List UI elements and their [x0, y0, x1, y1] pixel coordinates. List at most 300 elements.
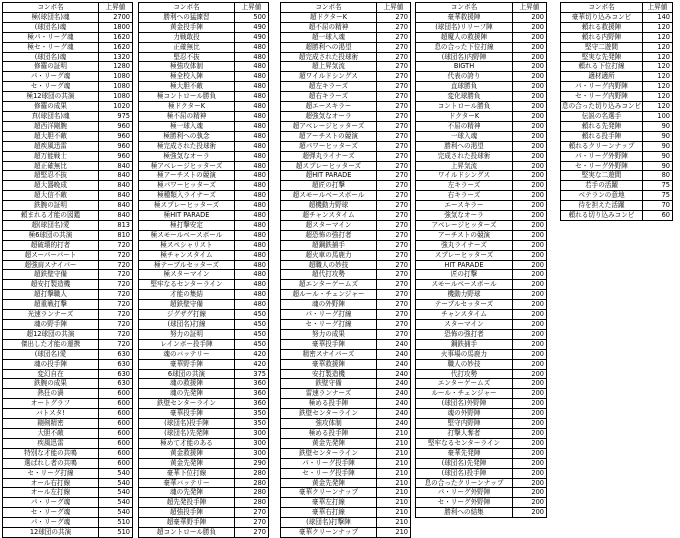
table-row — [139, 240, 269, 250]
boost-value-cell: 270 — [377, 171, 411, 181]
boost-value-cell: 840 — [99, 201, 133, 211]
table-row — [3, 161, 133, 171]
boost-value-cell: 480 — [235, 280, 269, 290]
boost-value-cell: 270 — [377, 201, 411, 211]
boost-value-cell: 200 — [513, 211, 547, 221]
table-row — [281, 260, 411, 270]
boost-value-cell: 300 — [235, 448, 269, 458]
table-row — [416, 409, 547, 419]
table-row — [416, 399, 547, 409]
combo-name-cell: バトスタ! — [3, 409, 99, 419]
boost-value-cell: 960 — [99, 141, 133, 151]
combo-name-cell: 豪華右打線 — [281, 508, 377, 518]
table-row — [139, 72, 269, 82]
table-row — [416, 250, 547, 260]
boost-value-cell: 270 — [235, 518, 269, 528]
table-row — [281, 12, 411, 22]
table-row — [139, 399, 269, 409]
boost-value-cell: 200 — [513, 508, 547, 518]
boost-value-cell: 210 — [377, 488, 411, 498]
boost-value-cell: 450 — [235, 339, 269, 349]
table-row — [3, 428, 133, 438]
table-row — [561, 22, 673, 32]
combo-name-cell: 超右キラーズ — [281, 92, 377, 102]
combo-name-cell: 超大器晩成 — [3, 181, 99, 191]
boost-value-cell: 200 — [513, 438, 547, 448]
boost-value-cell: 210 — [377, 498, 411, 508]
boost-value-cell: 720 — [99, 320, 133, 330]
combo-name-cell: 修羅の証明 — [3, 62, 99, 72]
boost-value-cell: 480 — [235, 82, 269, 92]
boost-value-cell: 300 — [235, 438, 269, 448]
boost-value-cell: 360 — [235, 379, 269, 389]
combo-name-cell: 代打攻勢 — [416, 369, 513, 379]
boost-value-cell: 630 — [99, 379, 133, 389]
column-header-value: 上昇値 — [377, 3, 411, 13]
table-row — [281, 310, 411, 320]
table-row — [561, 191, 673, 201]
boost-value-cell: 120 — [643, 102, 673, 112]
table-row — [139, 42, 269, 52]
table-row — [3, 339, 133, 349]
combo-name-cell: エースキラー — [416, 201, 513, 211]
table-row — [139, 488, 269, 498]
table-row — [3, 131, 133, 141]
table-header-row — [281, 3, 411, 13]
boost-value-cell: 200 — [513, 419, 547, 429]
combo-name-cell: 黄金先発陣 — [281, 478, 377, 488]
boost-value-cell: 270 — [377, 240, 411, 250]
boost-value-cell: 240 — [377, 369, 411, 379]
boost-value-cell: 270 — [377, 32, 411, 42]
combo-name-cell: 極スプレーヒッターズ — [139, 201, 235, 211]
table-header-row — [3, 3, 133, 13]
table-row — [3, 171, 133, 181]
table-row — [416, 201, 547, 211]
table-row — [3, 290, 133, 300]
table-row — [561, 111, 673, 121]
combo-name-cell: 極不屈の精神 — [139, 111, 235, 121]
boost-value-cell: 480 — [235, 171, 269, 181]
table-row — [416, 42, 547, 52]
boost-value-cell: 90 — [643, 151, 673, 161]
combo-name-cell: 魂の外野陣 — [416, 409, 513, 419]
combo-name-cell: ワイルドシングス — [416, 171, 513, 181]
table-row — [561, 62, 673, 72]
combo-table-1 — [2, 2, 133, 538]
boost-value-cell: 270 — [377, 211, 411, 221]
boost-value-cell: 420 — [235, 349, 269, 359]
table-row — [281, 32, 411, 42]
table-row — [3, 270, 133, 280]
combo-name-cell: 努力の証明 — [139, 329, 235, 339]
boost-value-cell: 480 — [235, 201, 269, 211]
boost-value-cell: 200 — [513, 230, 547, 240]
table-row — [139, 111, 269, 121]
boost-value-cell: 720 — [99, 290, 133, 300]
combo-name-cell: 選ばれし者の共鳴 — [3, 458, 99, 468]
combo-name-cell: 超大信不敵 — [3, 191, 99, 201]
combo-name-cell: 超機動力野球 — [281, 201, 377, 211]
table-row — [561, 52, 673, 62]
boost-value-cell: 810 — [99, 230, 133, 240]
combo-name-cell: パ・リーグ投手陣 — [281, 458, 377, 468]
table-row — [561, 72, 673, 82]
boost-value-cell: 200 — [513, 488, 547, 498]
table-row — [416, 498, 547, 508]
combo-name-cell: 光速ランナーズ — [3, 310, 99, 320]
combo-name-cell: 超破壊的打者 — [3, 240, 99, 250]
boost-value-cell: 200 — [513, 260, 547, 270]
combo-name-cell: 上昇気流 — [416, 161, 513, 171]
table-row — [416, 72, 547, 82]
combo-name-cell: 一球入魂 — [416, 131, 513, 141]
table-row — [3, 280, 133, 290]
boost-value-cell: 480 — [235, 52, 269, 62]
table-row — [416, 300, 547, 310]
boost-value-cell: 90 — [643, 161, 673, 171]
boost-value-cell: 720 — [99, 339, 133, 349]
boost-value-cell: 200 — [513, 161, 547, 171]
table-body — [561, 12, 673, 220]
table-row — [139, 448, 269, 458]
combo-name-cell: オール左打線 — [3, 488, 99, 498]
combo-name-cell: 超アーチストの競演 — [281, 131, 377, 141]
combo-name-cell: 極12球団の共演 — [3, 92, 99, 102]
combo-name-cell: 超打撃職人 — [3, 290, 99, 300]
table-header-row — [416, 3, 547, 13]
table-row — [281, 82, 411, 92]
boost-value-cell: 720 — [99, 240, 133, 250]
table-row — [281, 389, 411, 399]
combo-name-cell: (球団名)魂 — [3, 22, 99, 32]
boost-value-cell: 200 — [513, 478, 547, 488]
combo-table-3 — [280, 2, 411, 538]
combo-name-cell: 匠の打撃 — [416, 270, 513, 280]
table-row — [139, 478, 269, 488]
boost-value-cell: 200 — [513, 270, 547, 280]
combo-name-cell: 超(球団名)愛 — [3, 220, 99, 230]
combo-name-cell: 鉄壁センターライン — [139, 399, 235, 409]
boost-value-cell: 200 — [513, 290, 547, 300]
combo-name-cell: セ・リーグ打線 — [3, 468, 99, 478]
table-row — [139, 141, 269, 151]
table-row — [561, 201, 673, 211]
boost-value-cell: 600 — [99, 419, 133, 429]
table-row — [139, 32, 269, 42]
combo-name-cell: アベレージヒッターズ — [416, 220, 513, 230]
boost-value-cell: 200 — [513, 42, 547, 52]
boost-value-cell: 200 — [513, 498, 547, 508]
boost-value-cell: 600 — [99, 428, 133, 438]
combo-name-cell: スモールベースボール — [416, 280, 513, 290]
table-row — [416, 52, 547, 62]
table-row — [416, 161, 547, 171]
table-row — [139, 409, 269, 419]
combo-name-cell: 堅牢なるセンターライン — [139, 280, 235, 290]
boost-value-cell: 200 — [513, 121, 547, 131]
table-header-row — [561, 3, 673, 13]
table-row — [3, 438, 133, 448]
combo-name-cell: 極コントロール勝負 — [139, 92, 235, 102]
boost-value-cell: 600 — [99, 399, 133, 409]
combo-name-cell: ジグザグ打線 — [139, 310, 235, 320]
table-row — [281, 498, 411, 508]
table-row — [3, 191, 133, 201]
boost-value-cell: 200 — [513, 191, 547, 201]
boost-value-cell: 280 — [235, 478, 269, 488]
combo-name-cell: 努力の成果 — [281, 329, 377, 339]
combo-name-cell: 超不屈の精神 — [281, 22, 377, 32]
combo-name-cell: アーチストの競演 — [416, 230, 513, 240]
table-body — [416, 12, 547, 517]
combo-name-cell: (球団名)投手陣 — [416, 468, 513, 478]
boost-value-cell: 100 — [643, 111, 673, 121]
table-row — [139, 329, 269, 339]
combo-name-cell: 超左キラーズ — [281, 82, 377, 92]
combo-name-cell: セ・リーグ魂 — [3, 82, 99, 92]
boost-value-cell: 270 — [377, 131, 411, 141]
table-row — [281, 191, 411, 201]
boost-value-cell: 270 — [377, 151, 411, 161]
boost-value-cell: 600 — [99, 458, 133, 468]
table-row — [561, 211, 673, 221]
combo-name-cell: 極める投手陣 — [281, 399, 377, 409]
combo-name-cell: セ・リーグ打線 — [281, 320, 377, 330]
boost-value-cell: 480 — [235, 250, 269, 260]
table-row — [139, 102, 269, 112]
combo-name-cell: セ・リーグ魂 — [3, 508, 99, 518]
table-row — [139, 121, 269, 131]
table-row — [3, 409, 133, 419]
combo-name-cell: 極打撃安定 — [139, 220, 235, 230]
table-row — [281, 22, 411, 32]
boost-value-cell: 90 — [643, 121, 673, 131]
table-row — [139, 498, 269, 508]
table-row — [139, 270, 269, 280]
combo-name-cell: 超西洋剛腕 — [3, 121, 99, 131]
boost-value-cell: 270 — [377, 82, 411, 92]
table-row — [3, 42, 133, 52]
boost-value-cell: 630 — [99, 369, 133, 379]
combo-name-cell: パ・リーグ外野陣 — [416, 488, 513, 498]
boost-value-cell: 270 — [377, 121, 411, 131]
combo-name-cell: チャンスタイム — [416, 310, 513, 320]
table-row — [561, 12, 673, 22]
boost-value-cell: 200 — [513, 280, 547, 290]
combo-name-cell: 豪華クリーンナップ — [281, 528, 377, 538]
combo-name-cell: 超スモールベースボール — [281, 191, 377, 201]
combo-name-cell: (球団名)内野陣 — [416, 52, 513, 62]
table-row — [561, 32, 673, 42]
combo-name-cell: 極テーブルセッターズ — [139, 260, 235, 270]
combo-name-cell: 火事場の馬鹿力 — [416, 349, 513, 359]
boost-value-cell: 60 — [643, 211, 673, 221]
boost-value-cell: 120 — [643, 32, 673, 42]
boost-value-cell: 200 — [513, 409, 547, 419]
table-row — [3, 508, 133, 518]
table-row — [416, 211, 547, 221]
table-row — [281, 419, 411, 429]
combo-name-cell: パ・リーグ魂 — [3, 518, 99, 528]
table-row — [3, 151, 133, 161]
table-row — [281, 329, 411, 339]
boost-value-cell: 270 — [377, 72, 411, 82]
boost-value-cell: 240 — [377, 379, 411, 389]
boost-value-cell: 510 — [99, 528, 133, 538]
table-row — [139, 379, 269, 389]
combo-name-cell: 豪華投手陣 — [281, 339, 377, 349]
combo-name-cell: 極HIT PARADE — [139, 211, 235, 221]
boost-value-cell: 200 — [513, 92, 547, 102]
boost-value-cell: 480 — [235, 230, 269, 240]
table-row — [416, 379, 547, 389]
table-row — [3, 220, 133, 230]
table-row — [416, 468, 547, 478]
table-row — [281, 339, 411, 349]
boost-value-cell: 240 — [377, 359, 411, 369]
table-row — [281, 102, 411, 112]
table-row — [281, 409, 411, 419]
combo-name-cell: 極強攻体制 — [139, 62, 235, 72]
table-row — [416, 131, 547, 141]
combo-name-cell: (球団名)先発陣 — [416, 458, 513, 468]
table-row — [139, 339, 269, 349]
combo-name-cell: エンターゲームズ — [416, 379, 513, 389]
combo-name-cell: 黄金救援陣 — [139, 448, 235, 458]
combo-name-cell: 頼れる救援陣 — [561, 22, 643, 32]
table-row — [281, 211, 411, 221]
boost-value-cell: 840 — [99, 171, 133, 181]
combo-name-cell: 頼れる先発陣 — [561, 121, 643, 131]
table-row — [281, 151, 411, 161]
table-row — [416, 428, 547, 438]
column-header-name: コンボ名 — [416, 3, 513, 13]
table-row — [139, 428, 269, 438]
table-header-row — [139, 3, 269, 13]
combo-name-cell: 極大胆不敵 — [139, 82, 235, 92]
table-body — [139, 12, 269, 537]
table-row — [139, 419, 269, 429]
table-row — [139, 438, 269, 448]
table-row — [281, 369, 411, 379]
table-row — [416, 349, 547, 359]
column-header-name: コンボ名 — [561, 3, 643, 13]
combo-name-cell: 超上昇気流 — [281, 62, 377, 72]
table-row — [139, 290, 269, 300]
boost-value-cell: 480 — [235, 300, 269, 310]
combo-name-cell: 大胆不敵 — [3, 428, 99, 438]
combo-name-cell: 極スモールベースボール — [139, 230, 235, 240]
table-row — [416, 181, 547, 191]
boost-value-cell: 290 — [235, 458, 269, 468]
combo-name-cell: 超先発投手陣 — [139, 498, 235, 508]
table-row — [281, 161, 411, 171]
table-row — [561, 131, 673, 141]
combo-name-cell: 頼れる投手陣 — [561, 131, 643, 141]
table-row — [561, 42, 673, 52]
table-row — [139, 300, 269, 310]
table-row — [416, 62, 547, 72]
combo-name-cell: 超一球入魂 — [281, 32, 377, 42]
combo-name-cell: 超豪華野手陣 — [139, 518, 235, 528]
boost-value-cell: 120 — [643, 72, 673, 82]
table-row — [416, 290, 547, 300]
combo-name-cell: 正確無比 — [139, 42, 235, 52]
table-row — [3, 468, 133, 478]
table-row — [281, 290, 411, 300]
combo-name-cell: (球団名)リリーフ陣 — [416, 22, 513, 32]
boost-value-cell: 480 — [235, 92, 269, 102]
table-row — [416, 478, 547, 488]
combo-name-cell: 頼まれる才能の図鑑 — [3, 211, 99, 221]
boost-value-cell: 840 — [99, 161, 133, 171]
boost-value-cell: 200 — [513, 369, 547, 379]
table-row — [281, 62, 411, 72]
combo-name-cell: 超スーパーパート — [3, 250, 99, 260]
table-row — [139, 220, 269, 230]
combo-name-cell: 極スターマイン — [139, 270, 235, 280]
boost-value-cell: 200 — [513, 141, 547, 151]
combo-name-cell: 極アーチストの競演 — [139, 171, 235, 181]
boost-value-cell: 200 — [513, 448, 547, 458]
table-row — [281, 320, 411, 330]
combo-name-cell: 安打製造機 — [281, 369, 377, 379]
combo-name-cell: 豪華クリーンナップ — [281, 488, 377, 498]
boost-value-cell: 300 — [235, 428, 269, 438]
boost-value-cell: 840 — [99, 211, 133, 221]
boost-value-cell: 1020 — [99, 102, 133, 112]
combo-name-cell: 職人の妙技 — [416, 359, 513, 369]
combo-name-cell: 若手の活躍 — [561, 181, 643, 191]
boost-value-cell: 720 — [99, 270, 133, 280]
combo-name-cell: パ・リーグ打線 — [281, 310, 377, 320]
combo-name-cell: 頼れる内野陣 — [561, 32, 643, 42]
combo-table-4 — [415, 2, 547, 518]
combo-table-2 — [138, 2, 269, 538]
boost-value-cell: 480 — [235, 72, 269, 82]
table-row — [3, 32, 133, 42]
table-row — [281, 428, 411, 438]
table-row — [139, 22, 269, 32]
table-body — [281, 12, 411, 537]
boost-value-cell: 200 — [513, 250, 547, 260]
boost-value-cell: 720 — [99, 310, 133, 320]
boost-value-cell: 1080 — [99, 92, 133, 102]
table-row — [281, 270, 411, 280]
table-row — [561, 121, 673, 131]
table-row — [416, 141, 547, 151]
boost-value-cell: 270 — [377, 310, 411, 320]
boost-value-cell: 600 — [99, 448, 133, 458]
boost-value-cell: 200 — [513, 62, 547, 72]
table-row — [281, 438, 411, 448]
combo-name-cell: 修羅の成果 — [3, 102, 99, 112]
combo-name-cell: 頼れる下位打線 — [561, 62, 643, 72]
table-row — [281, 72, 411, 82]
table-row — [3, 528, 133, 538]
combo-name-cell: 魂の先発陣 — [139, 389, 235, 399]
boost-value-cell: 240 — [377, 389, 411, 399]
table-row — [281, 478, 411, 488]
table-row — [3, 389, 133, 399]
boost-value-cell: 360 — [235, 389, 269, 399]
boost-value-cell: 480 — [235, 211, 269, 221]
combo-name-cell: 超強気なオーラ — [281, 111, 377, 121]
table-row — [3, 448, 133, 458]
boost-value-cell: 960 — [99, 131, 133, 141]
table-row — [3, 310, 133, 320]
